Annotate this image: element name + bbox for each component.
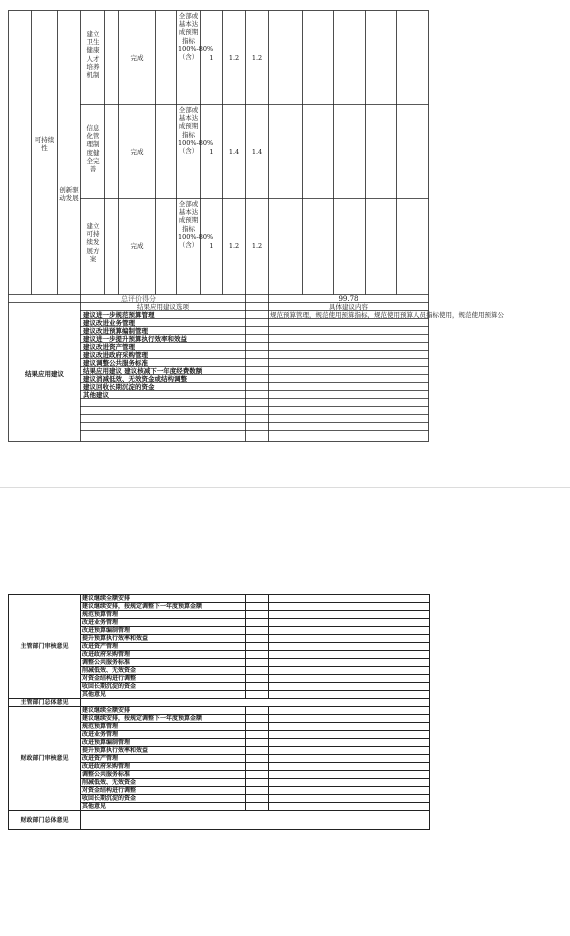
results-option: 建议回收长期沉淀的资金 <box>83 383 155 391</box>
results-option: 建议调整公共服务标准 <box>83 359 148 367</box>
review-option: 收回长期沉淀的资金 <box>81 795 246 803</box>
indicator-name: 信息化管理制度健全完善 <box>86 124 100 174</box>
review-option: 规范预算管理 <box>81 611 246 619</box>
review-option: 建议继续安排，按规定调整下一年度预算金额 <box>81 715 246 723</box>
total-score-value: 99.78 <box>338 295 359 303</box>
review-option: 削减低效、无效资金 <box>81 667 246 675</box>
results-option: 建议改进政府采购管理 <box>83 351 148 359</box>
review-option: 建议继续全额安排 <box>81 595 246 603</box>
review-option: 建议继续安排，按规定调整下一年度预算金额 <box>81 603 246 611</box>
review-option: 改进预算编制管理 <box>81 739 246 747</box>
status-cell: 完成 <box>130 242 144 250</box>
score-cell: 1.4 <box>251 148 263 156</box>
indicator-name: 建立卫生健康人才培养机制 <box>86 30 100 80</box>
results-option: 建议改进资产管理 <box>83 343 135 351</box>
standard-cell: 全部或基本达成预期指标100%-80%（含） <box>178 200 214 250</box>
review-option: 提升预算执行效率和效益 <box>81 747 246 755</box>
review-option: 收回长期沉淀的资金 <box>81 683 246 691</box>
results-section-label: 结果应用建议 <box>25 370 64 378</box>
dept-review-label: 主管部门审核意见 <box>9 595 81 699</box>
review-option: 提升预算执行效率和效益 <box>81 635 246 643</box>
weight-cell: 1 <box>209 54 214 62</box>
standard-cell: 全部或基本达成预期指标100%-80%（含） <box>178 12 214 62</box>
weight-cell: 1 <box>209 148 214 156</box>
indicator-name: 建立可持续发展方案 <box>86 222 100 263</box>
results-option: 建议改进业务管理 <box>83 319 135 327</box>
results-option: 建议消减低效、无效资金或结构调整 <box>83 375 187 383</box>
dimension-label: 可持续性 <box>34 136 55 153</box>
review-option: 规范预算管理 <box>81 723 246 731</box>
advice-text: 规范预算管理，规范使用预算指标，规范使用预算人员指标使用，规范使用预算公 <box>270 311 504 319</box>
results-option: 其他建议 <box>83 391 109 399</box>
status-cell: 完成 <box>130 54 144 62</box>
results-option: 结果应用建议 建议核减下一年度经费数额 <box>83 367 203 375</box>
review-option: 其他意见 <box>81 691 246 699</box>
review-option: 改进资产管理 <box>81 643 246 651</box>
review-option: 改进政府采购管理 <box>81 651 246 659</box>
review-option: 对资金结构进行调整 <box>81 787 246 795</box>
review-option: 调整公共服务标准 <box>81 659 246 667</box>
score-cell: 1.2 <box>251 242 263 250</box>
finance-total-label: 财政部门总体意见 <box>9 811 81 830</box>
options-header: 结果应用建议选项 <box>137 303 189 311</box>
review-option: 建议继续全额安排 <box>81 707 246 715</box>
review-option: 其他意见 <box>81 803 246 811</box>
score-cell: 1.2 <box>251 54 263 62</box>
results-option: 建议进一步提升预算执行效率和效益 <box>83 335 187 343</box>
sub-dimension-label: 创新驱动发展 <box>59 186 79 203</box>
total-score-label: 总评价得分 <box>121 295 156 303</box>
results-option: 建议改进预算编制管理 <box>83 327 148 335</box>
status-cell: 完成 <box>130 148 144 156</box>
review-option: 改进业务管理 <box>81 619 246 627</box>
review-option: 改进政府采购管理 <box>81 763 246 771</box>
results-option: 建议进一步规范预算管理 <box>83 311 155 319</box>
score-cell: 1.4 <box>228 148 240 156</box>
score-cell: 1.2 <box>228 242 240 250</box>
finance-review-label: 财政部门审核意见 <box>9 707 81 811</box>
score-cell: 1.2 <box>228 54 240 62</box>
review-option: 改进业务管理 <box>81 731 246 739</box>
dept-total-label: 主管部门总体意见 <box>9 699 81 707</box>
review-option: 对资金结构进行调整 <box>81 675 246 683</box>
content-header: 具体建议内容 <box>329 303 368 311</box>
page-separator <box>0 487 570 488</box>
weight-cell: 1 <box>209 242 214 250</box>
review-option: 改进预算编制管理 <box>81 627 246 635</box>
review-option: 削减低效、无效资金 <box>81 779 246 787</box>
review-table <box>8 594 430 830</box>
standard-cell: 全部或基本达成预期指标100%-80%（含） <box>178 106 214 156</box>
review-option: 调整公共服务标准 <box>81 771 246 779</box>
review-option: 改进资产管理 <box>81 755 246 763</box>
